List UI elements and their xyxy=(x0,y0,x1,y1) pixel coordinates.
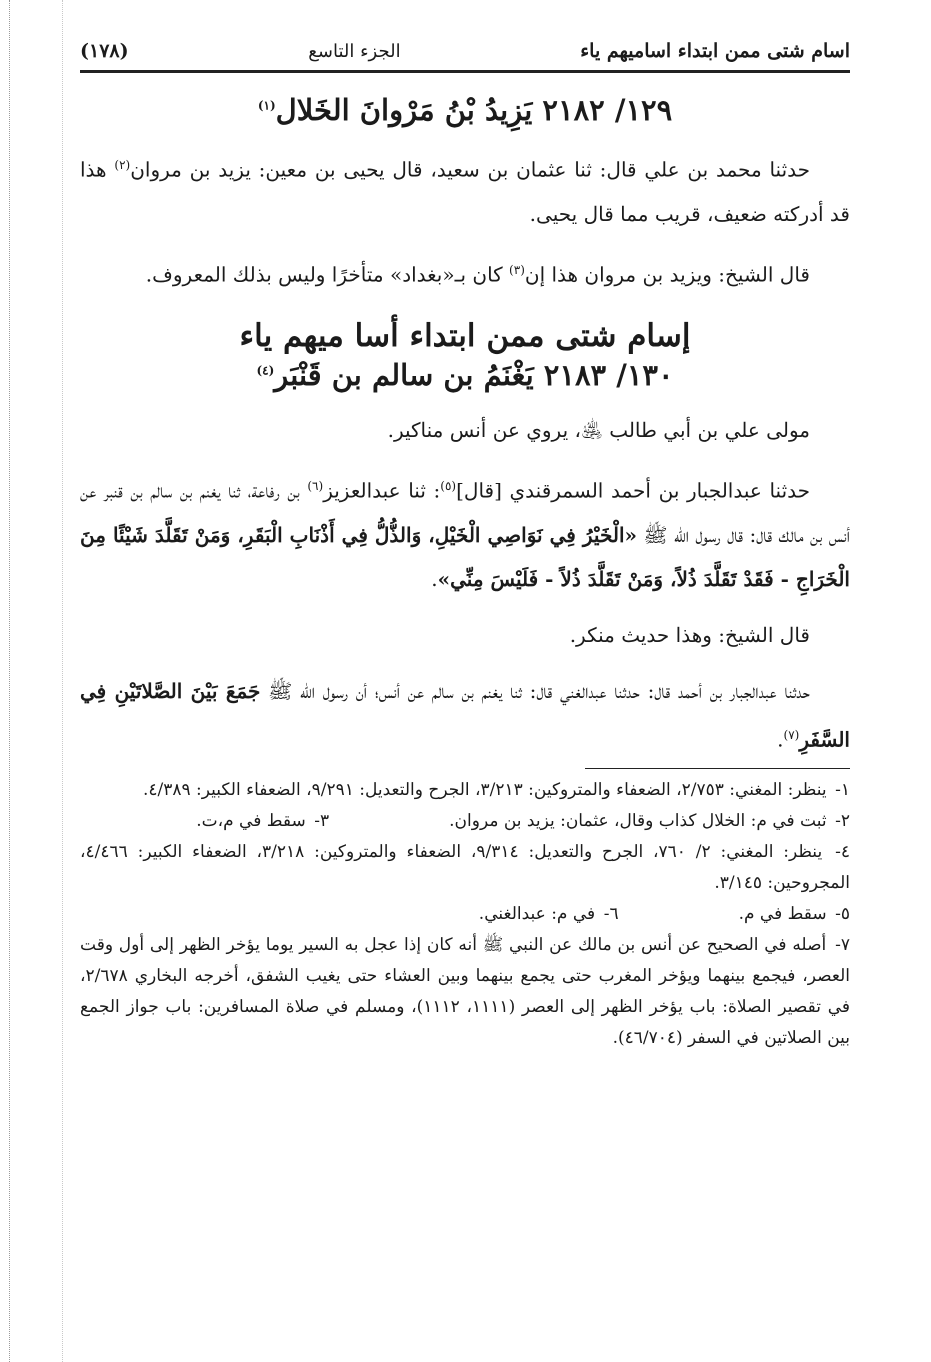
footnote-ref: (٢) xyxy=(114,158,131,172)
hadith-quote: جَمَعَ بَيْنَ الصَّلاتَيْنِ فِي السَّفَرِ xyxy=(80,678,850,752)
page-content xyxy=(80,40,850,1054)
hadith-quote: «الْخَيْرُ فِي نَوَاصِي الْخَيْلِ، وَالذُّلُّ فِي أَذْنَابِ الْبَقَرِ، وَمَنْ تَقَلَّدَ شَيْئًا مِنَ الْخَرَاجِ - فَقَدْ تَقَلَّدَ ذُلاً، وَمَنْ تَقَلَّدَ ذُلاً - فَلَيْسَ مِنِّي» xyxy=(80,522,850,591)
footnote-ref: (٦) xyxy=(307,479,324,494)
footnote-ref: (٥) xyxy=(440,479,457,494)
footnote-ref: (٤) xyxy=(256,363,275,378)
footnote: ١- ينظر: المغني: ٢/٧٥٣، الضعفاء والمتروكين: ٣/٢١٣، الجرح والتعديل: ٩/٢٩١، الضعفاء الكبير: ٤/٣٨٩. xyxy=(142,779,850,800)
running-header xyxy=(80,40,850,73)
paragraph: حدثنا عبدالجبار بن أحمد السمرقندي [قال]$^{(٥)}$: ثنا عبدالعزيز$^{(٦)}$ بن رفاعة، ثنا يغنم بن سالم بن قنبر عن أنس بن مالك قال: قال رسول الله ﷺ «الْخَيْرُ فِي نَوَاصِي الْخَيْلِ، وَالذُّلُّ فِي أَذْنَابِ الْبَقَرِ، وَمَنْ تَقَلَّدَ شَيْئًا مِنَ الْخَرَاجِ - فَقَدْ تَقَلَّدَ ذُلاً، وَمَنْ تَقَلَّدَ ذُلاً - فَلَيْسَ مِنِّي». xyxy=(80,478,851,591)
paragraph: قال الشيخ: وهذا حديث منكر. xyxy=(569,622,810,647)
footnote: ٥- سقط في م. xyxy=(738,903,850,924)
footnote-ref: (١) xyxy=(257,98,276,113)
paragraph: مولى علي بن أبي طالب ﵁، يروي عن أنس مناكير. xyxy=(387,418,810,443)
footnote-ref: (٣) xyxy=(509,262,525,277)
scan-edge-line xyxy=(62,0,63,1362)
footnote: ٢- ثبت في م: الخلال كذاب وقال، عثمان: يزيد بن مروان. xyxy=(449,810,850,831)
footnote: ٤- ينظر: المغني: ٢/ ٧٦٠، الجرح والتعديل: ٩/٣١٤، الضعفاء والمتروكين: ٣/٢١٨، الضعفاء الكبير: ٤/٤٦٦، المجروحين: ٣/١٤٥. xyxy=(80,841,850,893)
footnote: ٣- سقط في م،ت. xyxy=(196,810,330,831)
footnote: ٧- أصله في الصحيح عن أنس بن مالك عن النبي ﷺ أنه كان إذا عجل به السير يوما يؤخر الظهر إلى أول وقت العصر، فيجمع بينهما ويؤخر المغرب حتى يجمع بينهما وبين العشاء حتى يغيب الشفق، أخرجه البخاري ٢/٦٧٨، في تقصير الصلاة: باب يؤخر الظهر إلى العصر (١١١١، ١١١٢)، ومسلم في صلاة المسافرين: باب جواز الجمع بين الصلاتين في السفر (٤٦/٧٠٤). xyxy=(80,934,851,1048)
paragraph: قال الشيخ: ويزيد بن مروان هذا إن$^{(٣)}$ كان بـ«بغداد» متأخرًا وليس بذلك المعروف. xyxy=(145,262,810,287)
entry-title-2182: ١٢٩/ ٢١٨٢ يَزِيدُ بْنُ مَرْوانَ الخَلال$^{(١)}$ xyxy=(257,93,673,127)
header-section-title: اسام شتى ممن ابتداء اساميهم ياء xyxy=(580,40,850,62)
section-heading: إسام شتى ممن ابتداء أسا ميهم ياء xyxy=(239,318,691,355)
footnote-row xyxy=(80,899,850,930)
footnote-row xyxy=(80,806,850,837)
footnote: ٦- في م: عبدالغني. xyxy=(478,903,619,924)
entry-title-2183: ١٣٠/ ٢١٨٣ يَغْنَمُ بن سالم بن قَنْبَر$^{(٤)}$ xyxy=(256,358,674,393)
paragraph: حدثنا محمد بن علي قال: ثنا عثمان بن سعيد، قال يحيى بن معين: يزيد بن مروان$^{(٢)}$ هذا قد أدركته ضعيف، قريب مما قال يحيى. xyxy=(80,157,850,226)
header-volume: الجزء التاسع xyxy=(308,41,401,62)
scan-edge-line xyxy=(9,0,10,1362)
footnote-ref: (٧) xyxy=(783,727,800,742)
footnote-separator xyxy=(585,768,850,769)
paragraph: حدثنا عبدالجبار بن أحمد قال: حدثنا عبدالغني قال: ثنا يغنم بن سالم عن أنس؛ أن رسول الله ﷺ جَمَعَ بَيْنَ الصَّلاتَيْنِ فِي السَّفَرِ$^{(٧)}$. xyxy=(80,678,850,752)
page-number: (١٧٨) xyxy=(80,40,129,62)
